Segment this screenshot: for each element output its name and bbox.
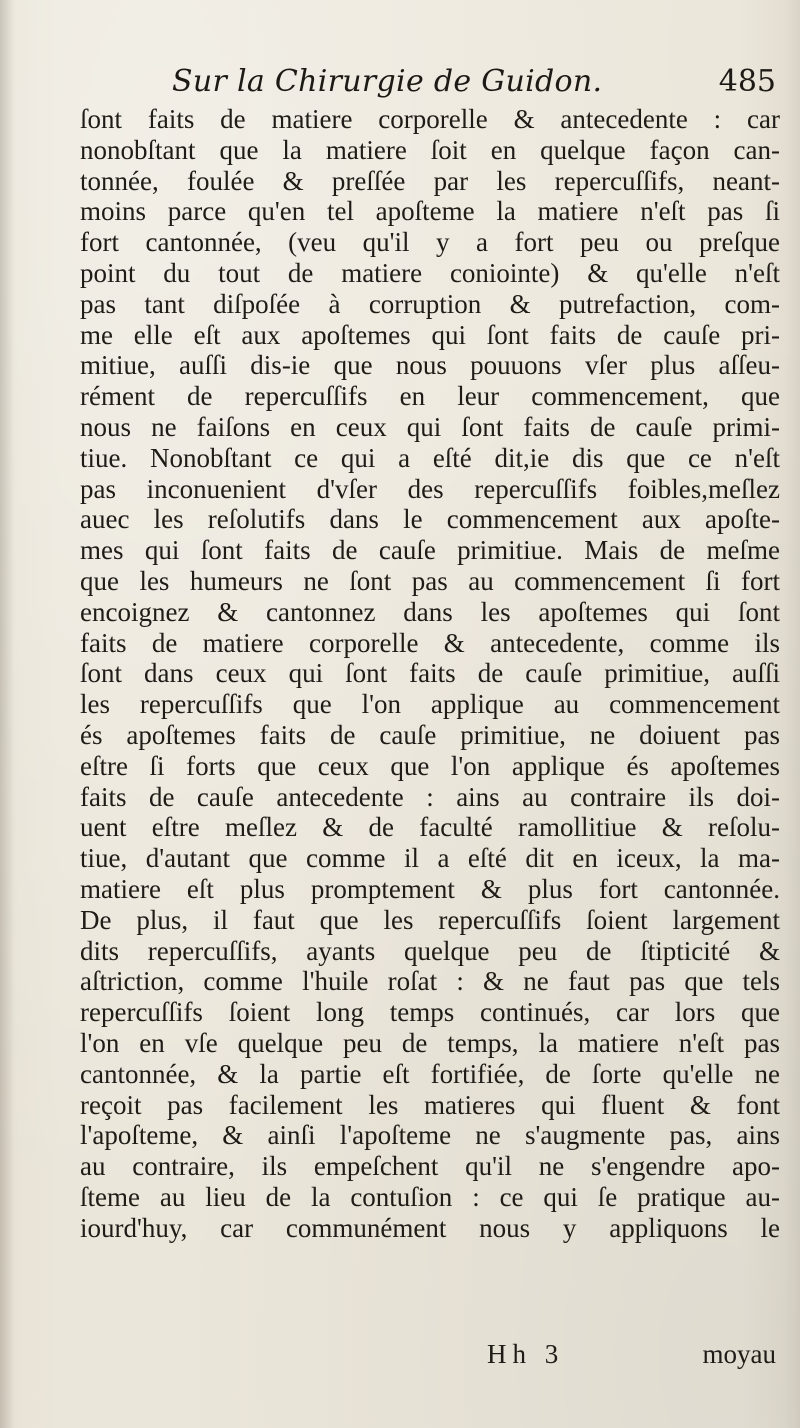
- text-line: nous ne faiſons en ceux qui ſont faits de cauſe primi-: [80, 411, 780, 442]
- text-line: mitiue, auſſi dis-ie que nous pouuons vſer plus aſſeu-: [80, 350, 780, 381]
- text-line: moins parce qu'en tel apoſteme la matiere n'eſt pas ſi: [80, 196, 780, 227]
- signature-mark: Hh 3: [487, 1339, 565, 1369]
- text-line: faits de matiere corporelle & antecedente, comme ils: [80, 627, 780, 658]
- text-line: au contraire, ils empeſchent qu'il ne s'engendre apo-: [80, 1151, 780, 1182]
- text-line: repercuſſifs ſoient long temps continués, car lors que: [80, 997, 780, 1028]
- catchword: moyau: [702, 1339, 776, 1369]
- text-line: tiue, d'autant que comme il a eſté dit en iceux, la ma-: [80, 843, 780, 874]
- binding-gutter-shadow: [0, 0, 14, 1428]
- text-line: dits repercuſſifs, ayants quelque peu de ſtipticité &: [80, 935, 780, 966]
- text-line: uent eſtre meſlez & de faculté ramollitiue & reſolu-: [80, 812, 780, 843]
- page-number: 485: [718, 64, 776, 99]
- text-line: que les humeurs ne ſont pas au commencement ſi fort: [80, 565, 780, 596]
- text-line: fort cantonnée, (veu qu'il y a fort peu ou preſque: [80, 227, 780, 258]
- text-line: tonnée, foulée & preſſée par les repercuſſifs, neant-: [80, 165, 780, 196]
- text-line: me elle eſt aux apoſtemes qui ſont faits de cauſe pri-: [80, 319, 780, 350]
- body-text: [80, 104, 780, 1243]
- text-line: cantonnée, & la partie eſt fortifiée, de ſorte qu'elle ne: [80, 1058, 780, 1089]
- text-line: encoignez & cantonnez dans les apoſtemes qui ſont: [80, 596, 780, 627]
- text-line: ſteme au lieu de la contuſion : ce qui ſe pratique au-: [80, 1181, 780, 1212]
- text-line: auec les reſolutifs dans le commencement aux apoſte-: [80, 504, 780, 535]
- text-line: les repercuſſifs que l'on applique au commencement: [80, 689, 780, 720]
- text-line: matiere eſt plus promptement & plus fort cantonnée.: [80, 873, 780, 904]
- text-line: rément de repercuſſifs en leur commencement, que: [80, 381, 780, 412]
- text-line: tiue. Nonobſtant ce qui a eſté dit,ie dis que ce n'eſt: [80, 442, 780, 473]
- text-line: De plus, il faut que les repercuſſifs ſoient largement: [80, 904, 780, 935]
- text-line: és apoſtemes faits de cauſe primitiue, ne doiuent pas: [80, 719, 780, 750]
- text-line: pas tant diſpoſée à corruption & putrefaction, com-: [80, 288, 780, 319]
- text-line: l'on en vſe quelque peu de temps, la matiere n'eſt pas: [80, 1027, 780, 1058]
- page-header: [80, 64, 780, 104]
- text-line: iourd'huy, car communément nous y appliquons le: [80, 1212, 780, 1243]
- running-head: Sur la Chirurgie de Guidon.: [172, 64, 603, 99]
- text-line: ſont dans ceux qui ſont faits de cauſe primitiue, auſſi: [80, 658, 780, 689]
- text-line: reçoit pas facilement les matieres qui fluent & font: [80, 1089, 780, 1120]
- text-line: eſtre ſi forts que ceux que l'on applique és apoſtemes: [80, 750, 780, 781]
- text-line: pas inconuenient d'vſer des repercuſſifs foibles,meſlez: [80, 473, 780, 504]
- text-line: aſtriction, comme l'huile roſat : & ne faut pas que tels: [80, 966, 780, 997]
- text-line: l'apoſteme, & ainſi l'apoſteme ne s'augmente pas, ains: [80, 1120, 780, 1151]
- text-line: mes qui ſont faits de cauſe primitiue. Mais de meſme: [80, 535, 780, 566]
- text-line: faits de cauſe antecedente : ains au contraire ils doi-: [80, 781, 780, 812]
- page-footer: [80, 1339, 780, 1373]
- text-line: point du tout de matiere coniointe) & qu'elle n'eſt: [80, 257, 780, 288]
- text-line: nonobſtant que la matiere ſoit en quelque façon can-: [80, 134, 780, 165]
- text-line: ſont faits de matiere corporelle & antecedente : car: [80, 104, 780, 134]
